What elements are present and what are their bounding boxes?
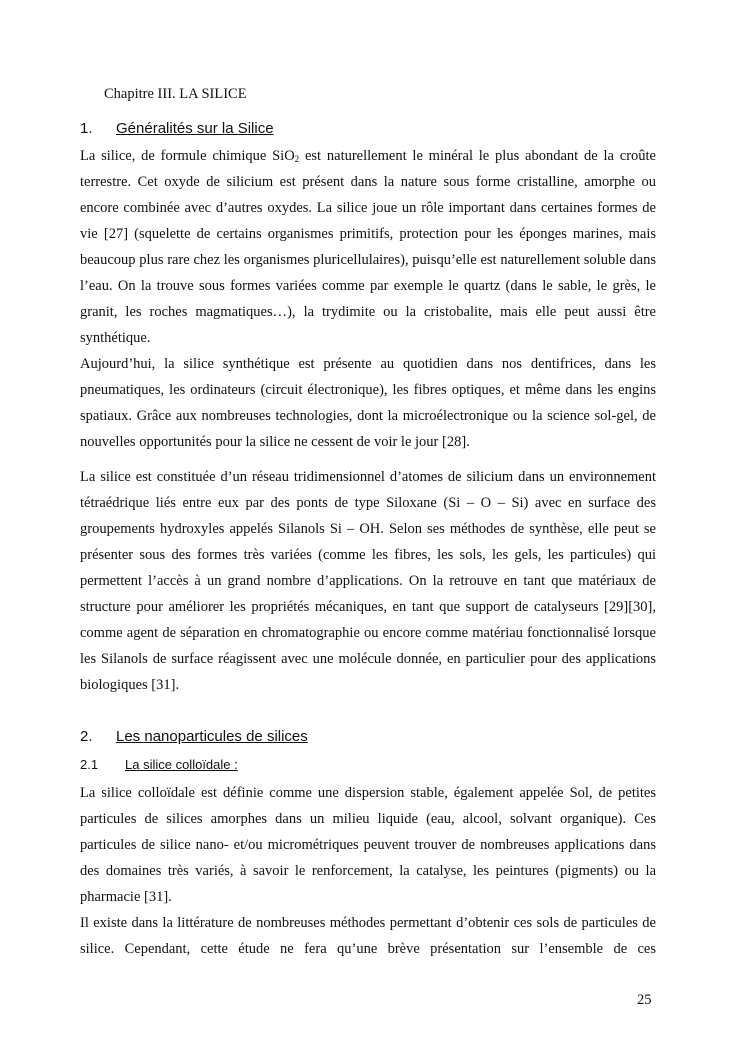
paragraph-5: Il existe dans la littérature de nombreuses méthodes permettant d’obtenir ces sols de particules de silice. Cependant, cette étude ne fera qu’une brève présentation sur l’ensemble de ces [80,915,656,957]
section-1-number: 1. [80,120,93,137]
section-2-1-number: 2.1 [80,757,99,772]
section-1-heading [80,120,274,137]
section-2-number: 2. [80,728,93,745]
section-2-heading [80,728,308,745]
paragraph-4: La silice colloïdale est définie comme une dispersion stable, également appelée Sol, de petites particules de silices amorphes dans un milieu liquide (eau, alcool, solvant organique). Ces particules de silice nano- et/ou micrométriques peuvent trouver de nombreuses applications dans des domaines très variés, à savoir le renforcement, la catalyse, les peintures (pigments) ou la pharmacie [31]. [80,785,656,905]
chapter-title: Chapitre III. LA SILICE [104,86,247,102]
page-number: 25 [637,992,652,1008]
paragraph-1-start: La silice, de formule chimique SiO [80,148,295,164]
paragraph-1 [80,143,656,351]
section-2-1-title: La silice colloïdale : [125,757,238,772]
section-1-title: Généralités sur la Silice [116,120,274,137]
paragraph-3: La silice est constituée d’un réseau tridimensionnel d’atomes de silicium dans un environnement tétraédrique liés entre eux par des ponts de type Siloxane (Si – O – Si) avec en surface des groupements hydroxyles appelés Silanols Si – OH. Selon ses méthodes de synthèse, elle peut se présenter sous des formes très variées (comme les fibres, les sols, les gels, les particules) qui permettent l’accès à un grand nombre d’applications. On la retrouve en tant que matériaux de structure pour améliorer les propriétés mécaniques, en tant que support de catalyseurs [29][30], comme agent de séparation en chromatographie ou encore comme matériau fonctionnalisé lorsque les Silanols de surface réagissent avec une molécule donnée, en particulier pour des applications biologiques [31]. [80,469,656,693]
paragraph-1-rest: est naturellement le minéral le plus abondant de la croûte terrestre. Cet oxyde de silicium est présent dans la nature sous forme cristalline, amorphe ou encore combinée avec d’autres oxydes. La silice joue un rôle important dans certaines formes de vie [27] (squelette de certains organismes primitifs, protection pour les éponges marines, mais beaucoup plus rare chez les organismes pluricellulaires), puisqu’elle est naturellement soluble dans l’eau. On la trouve sous formes variées comme par exemple le quartz (dans le sable, le grès, le granit, les roches magmatiques…), la trydimite ou la cristobalite, mais elle peut aussi être synthétique. [80,148,656,346]
section-2-title: Les nanoparticules de silices [116,728,308,745]
section-2-1-heading [80,757,238,772]
paragraph-2: Aujourd’hui, la silice synthétique est présente au quotidien dans nos dentifrices, dans les pneumatiques, les ordinateurs (circuit électronique), les fibres optiques, et même dans les engins spatiaux. Grâce aux nombreuses technologies, dont la microélectronique ou la science sol-gel, de nouvelles opportunités pour la silice ne cessent de voir le jour [28]. [80,356,656,450]
paragraph-1-subscript: 2 [294,154,300,164]
